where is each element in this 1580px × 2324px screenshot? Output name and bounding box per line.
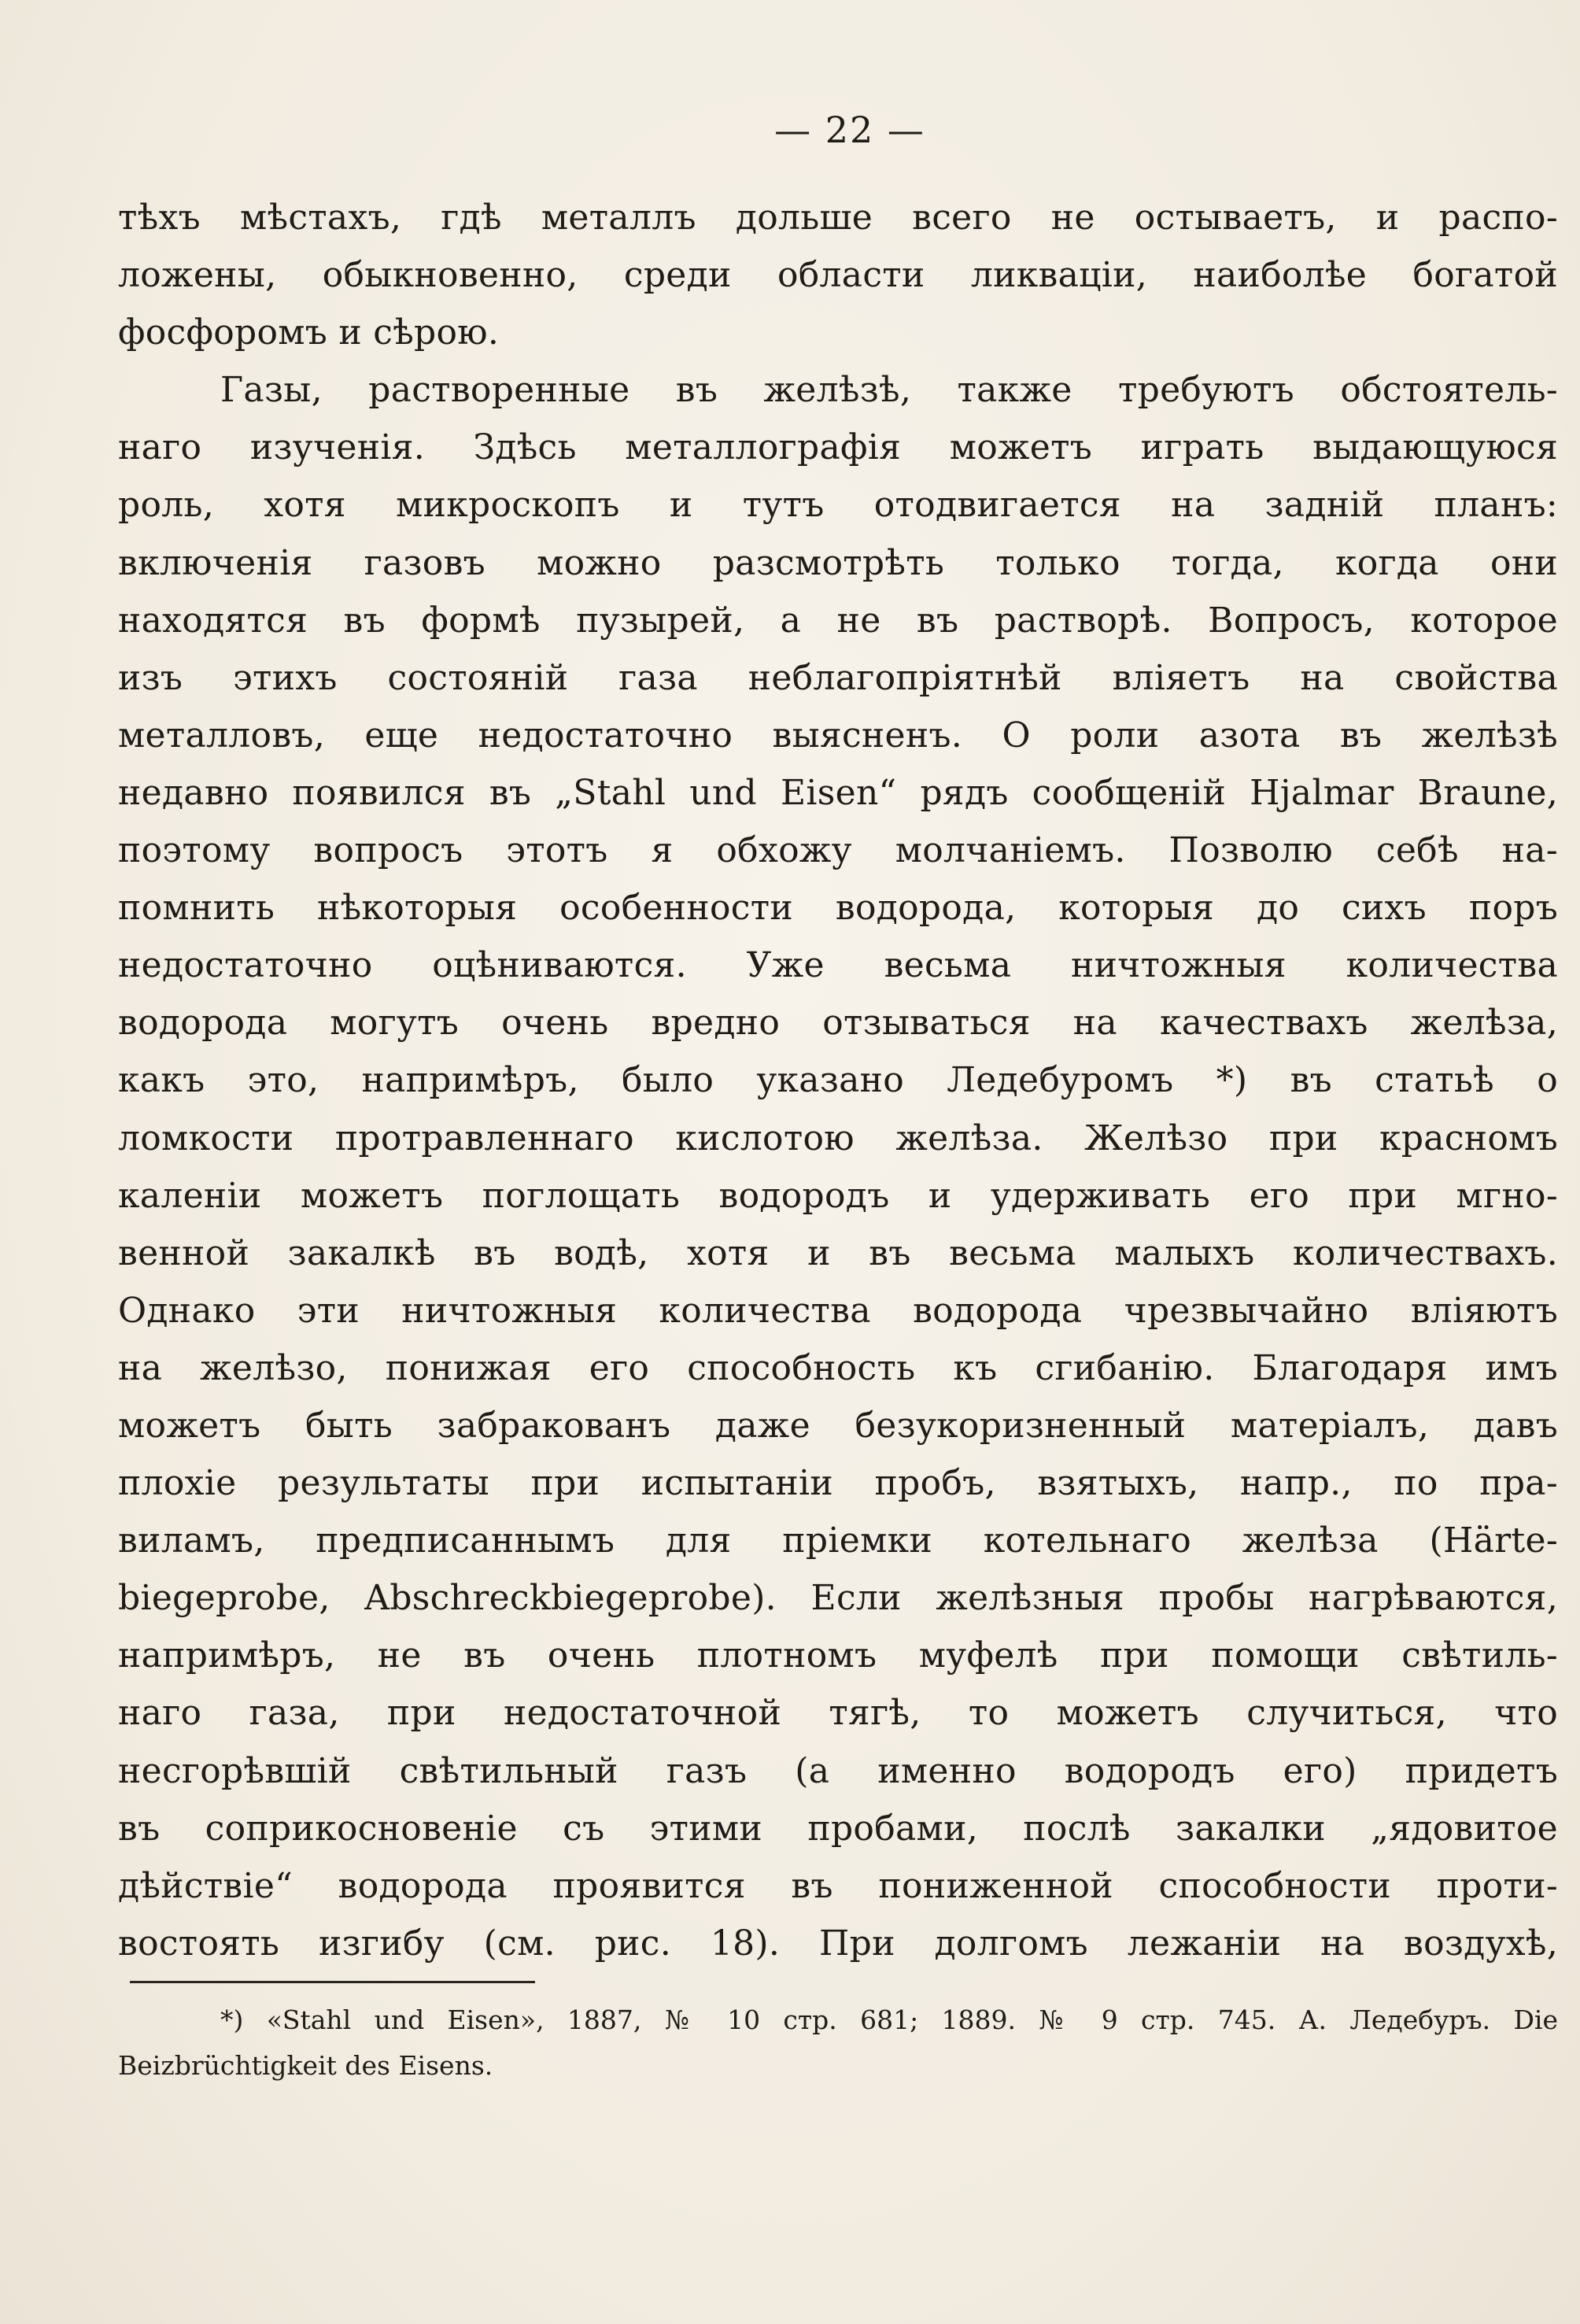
text-line: напримѣръ, не въ очень плотномъ муфелѣ при помощи свѣтиль- [118,1635,1558,1676]
text-line: виламъ, предписаннымъ для пріемки котельнаго желѣза (Härte- [118,1520,1558,1561]
text-line: ложены, обыкновенно, среди области ликваціи, наиболѣе богатой [118,255,1558,296]
text-line: можетъ быть забракованъ даже безукоризненный матеріалъ, давъ [118,1405,1558,1446]
text-line: каленіи можетъ поглощать водородъ и удерживать его при мгно- [118,1175,1558,1216]
text-line: на желѣзо, понижая его способность къ сгибанію. Благодаря имъ [118,1347,1558,1388]
text-line: biegeprobe, Abschreckbiegeprobe). Если желѣзныя пробы нагрѣваются, [118,1578,1558,1619]
text-line: наго изученія. Здѣсь металлографія можетъ играть выдающуюся [118,427,1558,468]
text-line: металловъ, еще недостаточно выясненъ. О роли азота въ желѣзѣ [118,715,1558,756]
page-number: — 22 — [774,109,925,151]
text-line: роль, хотя микроскопъ и тутъ отодвигается на задній планъ: [118,485,1558,526]
text-line: включенія газовъ можно разсмотрѣть только тогда, когда они [118,542,1558,583]
text-line: фосфоромъ и сѣрою. [118,312,500,353]
body-text [118,189,1558,1972]
text-line: изъ этихъ состояній газа неблагопріятнѣй вліяетъ на свойства [118,657,1558,698]
text-line: тѣхъ мѣстахъ, гдѣ металлъ дольше всего не остываетъ, и распо- [118,198,1558,238]
text-line: недостаточно оцѣниваются. Уже весьма ничтожныя количества [118,945,1558,986]
footnote-line: *) «Stahl und Eisen», 1887, № 10 стр. 681; 1889. № 9 стр. 745. А. Ледебуръ. Die [220,2004,1558,2035]
text-line: востоять изгибу (см. рис. 18). При долгомъ лежаніи на воздухѣ, [118,1923,1558,1964]
text-line: венной закалкѣ въ водѣ, хотя и въ весьма малыхъ количествахъ. [118,1232,1558,1273]
paragraph-start-line: Газы, растворенные въ желѣзѣ, также требуютъ обстоятель- [220,370,1558,411]
text-line: поэтому вопросъ этотъ я обхожу молчаніемъ. Позволю себѣ на- [118,830,1558,871]
text-line: недавно появился въ „Stahl und Eisen“ рядъ сообщеній Hjalmar Braune, [118,772,1558,813]
text-line: находятся въ формѣ пузырей, а не въ растворѣ. Вопросъ, которое [118,600,1558,641]
text-line: наго газа, при недостаточной тягѣ, то можетъ случиться, что [118,1693,1558,1734]
text-line: ломкости протравленнаго кислотою желѣза. Желѣзо при красномъ [118,1118,1558,1158]
footnote [118,1997,1558,2089]
text-line: въ соприкосновеніе съ этими пробами, послѣ закалки „ядовитое [118,1808,1558,1849]
text-line: какъ это, напримѣръ, было указано Ледебуромъ *) въ статьѣ о [118,1060,1558,1101]
footnote-divider [130,1981,535,1983]
text-line: помнить нѣкоторыя особенности водорода, которыя до сихъ поръ [118,888,1558,929]
text-line: Однако эти ничтожныя количества водорода чрезвычайно вліяютъ [118,1290,1558,1331]
text-line: плохіе результаты при испытаніи пробъ, взятыхъ, напр., по пра- [118,1463,1558,1504]
footnote-line: Beizbrüchtigkeit des Eisens. [118,2050,493,2081]
text-line: дѣйствіе“ водорода проявится въ пониженной способности проти- [118,1865,1558,1906]
text-line: несгорѣвшій свѣтильный газъ (а именно водородъ его) придетъ [118,1750,1558,1791]
text-line: водорода могутъ очень вредно отзываться на качествахъ желѣза, [118,1003,1558,1044]
